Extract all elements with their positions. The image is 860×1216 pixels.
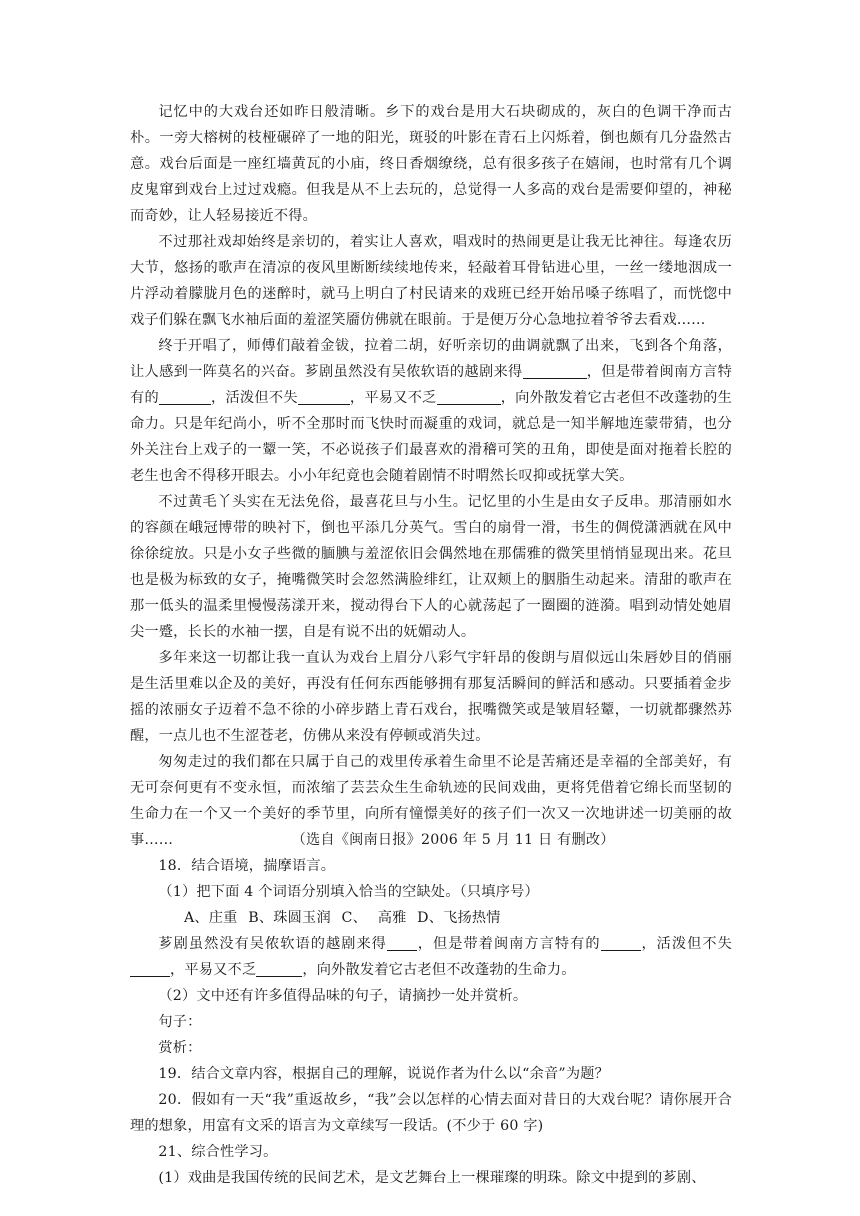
answer-blank-2[interactable] bbox=[159, 388, 211, 405]
question-20: 20．假如有一天“我”重返故乡，“我”会以怎样的心情去面对昔日的大戏台呢？请你展开合理的想象，用富有文采的语言为文章续写一段话。(不少于 60 字) bbox=[130, 1092, 732, 1134]
question-18-part-2: （2）文中还有许多值得品味的句子，请摘抄一处并赏析。 bbox=[158, 988, 528, 1004]
article-paragraph-4: 不过黄毛丫头实在无法免俗，最喜花旦与小生。记忆里的小生是由女子反串。那清丽如水的容颜在峨冠博带的映衬下，倒也平添几分英气。雪白的扇骨一滑，书生的倜傥潇洒就在风中徐徐绽放。只是小女子些微的腼腆与羞涩依旧会偶然地在那儒雅的微笑里悄悄显现出来。花旦也是极为标致的女子，掩嘴微笑时会忽然满脸绯红，让双颊上的胭脂生动起来。清甜的歌声在那一低头的温柔里慢慢荡漾开来，搅动得台下人的心就荡起了一圈圈的涟漪。唱到动情处她眉尖一蹙，长长的水袖一摆，自是有说不出的妩媚动人。 bbox=[130, 494, 732, 640]
answer-blank-1[interactable] bbox=[523, 362, 587, 379]
article-paragraph-6 bbox=[130, 749, 732, 853]
fill-text-d: ，平易又不乏 bbox=[170, 962, 257, 978]
fill-text-e: ，向外散发着它古老但不改蓬勃的生命力。 bbox=[302, 962, 576, 978]
fill-blank-1[interactable] bbox=[387, 934, 417, 951]
paragraph-3-text-e: ，向外散发着它古老但不改蓬勃的生命力。只是年纪尚小，听不全那时而飞快时而凝重的戏词，就总是一知半解地连蒙带猜，也分外关注台上戏子的一颦一笑，不必说孩子们最喜欢的滑稽可笑的丑角，即使是面对拖着长腔的老生也舍不得移开眼去。小小年纪竟也会随着剧情不时喟然长叹抑或抚掌大笑。 bbox=[130, 390, 733, 484]
article-paragraph-5: 多年来这一切都让我一直认为戏台上眉分八彩气宇轩昂的俊朗与眉似远山朱唇妙目的俏丽是生活里难以企及的美好，再没有任何东西能够拥有那复活瞬间的鲜活和感动。只要插着金步摇的浓丽女子迈着不急不徐的小碎步踏上青石戏台，抿嘴微笑或是皱眉轻颦，一切就都骤然苏醒，一点儿也不生涩苍老，仿佛从来没有停顿或消失过。 bbox=[130, 650, 732, 744]
article-paragraph-1: 记忆中的大戏台还如昨日般清晰。乡下的戏台是用大石块砌成的，灰白的色调干净而古朴。一旁大榕树的枝桠碾碎了一地的阳光，斑驳的叶影在青石上闪烁着，倒也颇有几分盎然古意。戏台后面是一座红墙黄瓦的小庙，终日香烟缭绕，总有很多孩子在嬉闹，也时常有几个调皮鬼窜到戏台上过过戏瘾。但我是从不上去玩的，总觉得一人多高的戏台是需要仰望的，神秘而奇妙，让人轻易接近不得。 bbox=[130, 104, 732, 224]
question-18: 18．结合语境，揣摩语言。 bbox=[158, 858, 336, 874]
fill-text-c: ，活泼但不失 bbox=[640, 936, 733, 952]
answer-blank-4[interactable] bbox=[437, 388, 501, 405]
fill-blank-2[interactable] bbox=[601, 934, 641, 951]
article-paragraph-3 bbox=[130, 333, 732, 489]
fill-blank-3[interactable] bbox=[130, 960, 170, 977]
sentence-label: 句子： bbox=[158, 1014, 202, 1030]
fill-text-b: ，但是带着闽南方言特有的 bbox=[416, 936, 601, 952]
fill-text-a: 芗剧虽然没有吴侬软语的越剧来得 bbox=[158, 936, 387, 952]
question-19: 19．结合文章内容，根据自己的理解，说说作者为什么以“余音”为题？ bbox=[158, 1066, 609, 1082]
paragraph-3-text-c: ，活泼但不失 bbox=[210, 390, 298, 406]
document-body bbox=[130, 99, 732, 1191]
paragraph-6-text: 匆匆走过的我们都在只属于自己的戏里传承着生命里不论是苦痛还是幸福的全部美好，有无可奈何更有不变永恒，而浓缩了芸芸众生生命轨迹的民间戏曲，更将凭借着它绵长而坚韧的生命力在一个又一个美好的季节里，向所有憧憬美好的孩子们一次又一次地讲述一切美丽的故事…… bbox=[130, 754, 732, 848]
paragraph-3-text-b: ，但是带着闽南方言特有的 bbox=[130, 364, 732, 406]
question-21: 21、综合性学习。 bbox=[158, 1144, 278, 1160]
paragraph-3-text-d: ，平易又不乏 bbox=[349, 390, 437, 406]
question-18-part-1: （1）把下面 4 个词语分别填入恰当的空缺处。（只填序号） bbox=[158, 884, 539, 900]
fill-in-sentence bbox=[130, 931, 732, 983]
article-paragraph-2: 不过那社戏却始终是亲切的，着实让人喜欢，唱戏时的热闹更是让我无比神往。每逢农历大节，悠扬的歌声在清凉的夜风里断断续续地传来，轻敲着耳骨钻进心里，一丝一缕地洇成一片浮动着朦胧月色的迷醉时，就马上明白了村民请来的戏班已经开始吊嗓子练唱了，而恍惚中戏子们躲在飘飞水袖后面的羞涩笑靥仿佛就在眼前。于是便万分心急地拉着爷爷去看戏…… bbox=[130, 234, 732, 328]
appreciation-label: 赏析： bbox=[158, 1040, 202, 1056]
article-source: （选自《闽南日报》2006 年 5 月 11 日 有删改） bbox=[291, 832, 615, 848]
paragraph-3-text-a: 终于开唱了，师傅们敲着金钹，拉着二胡，好听亲切的曲调就飘了出来，飞到各个角落，让人感到一阵莫名的兴奋。芗剧虽然没有吴侬软语的越剧来得 bbox=[130, 338, 732, 380]
question-21-part-1: (1）戏曲是我国传统的民间艺术，是文艺舞台上一棵璀璨的明珠。除文中提到的芗剧、 bbox=[158, 1170, 706, 1186]
fill-blank-4[interactable] bbox=[256, 960, 302, 977]
word-choices: A、庄重 B、珠圆玉润 C、 高雅 D、飞扬热情 bbox=[183, 910, 501, 926]
answer-blank-3[interactable] bbox=[298, 388, 350, 405]
